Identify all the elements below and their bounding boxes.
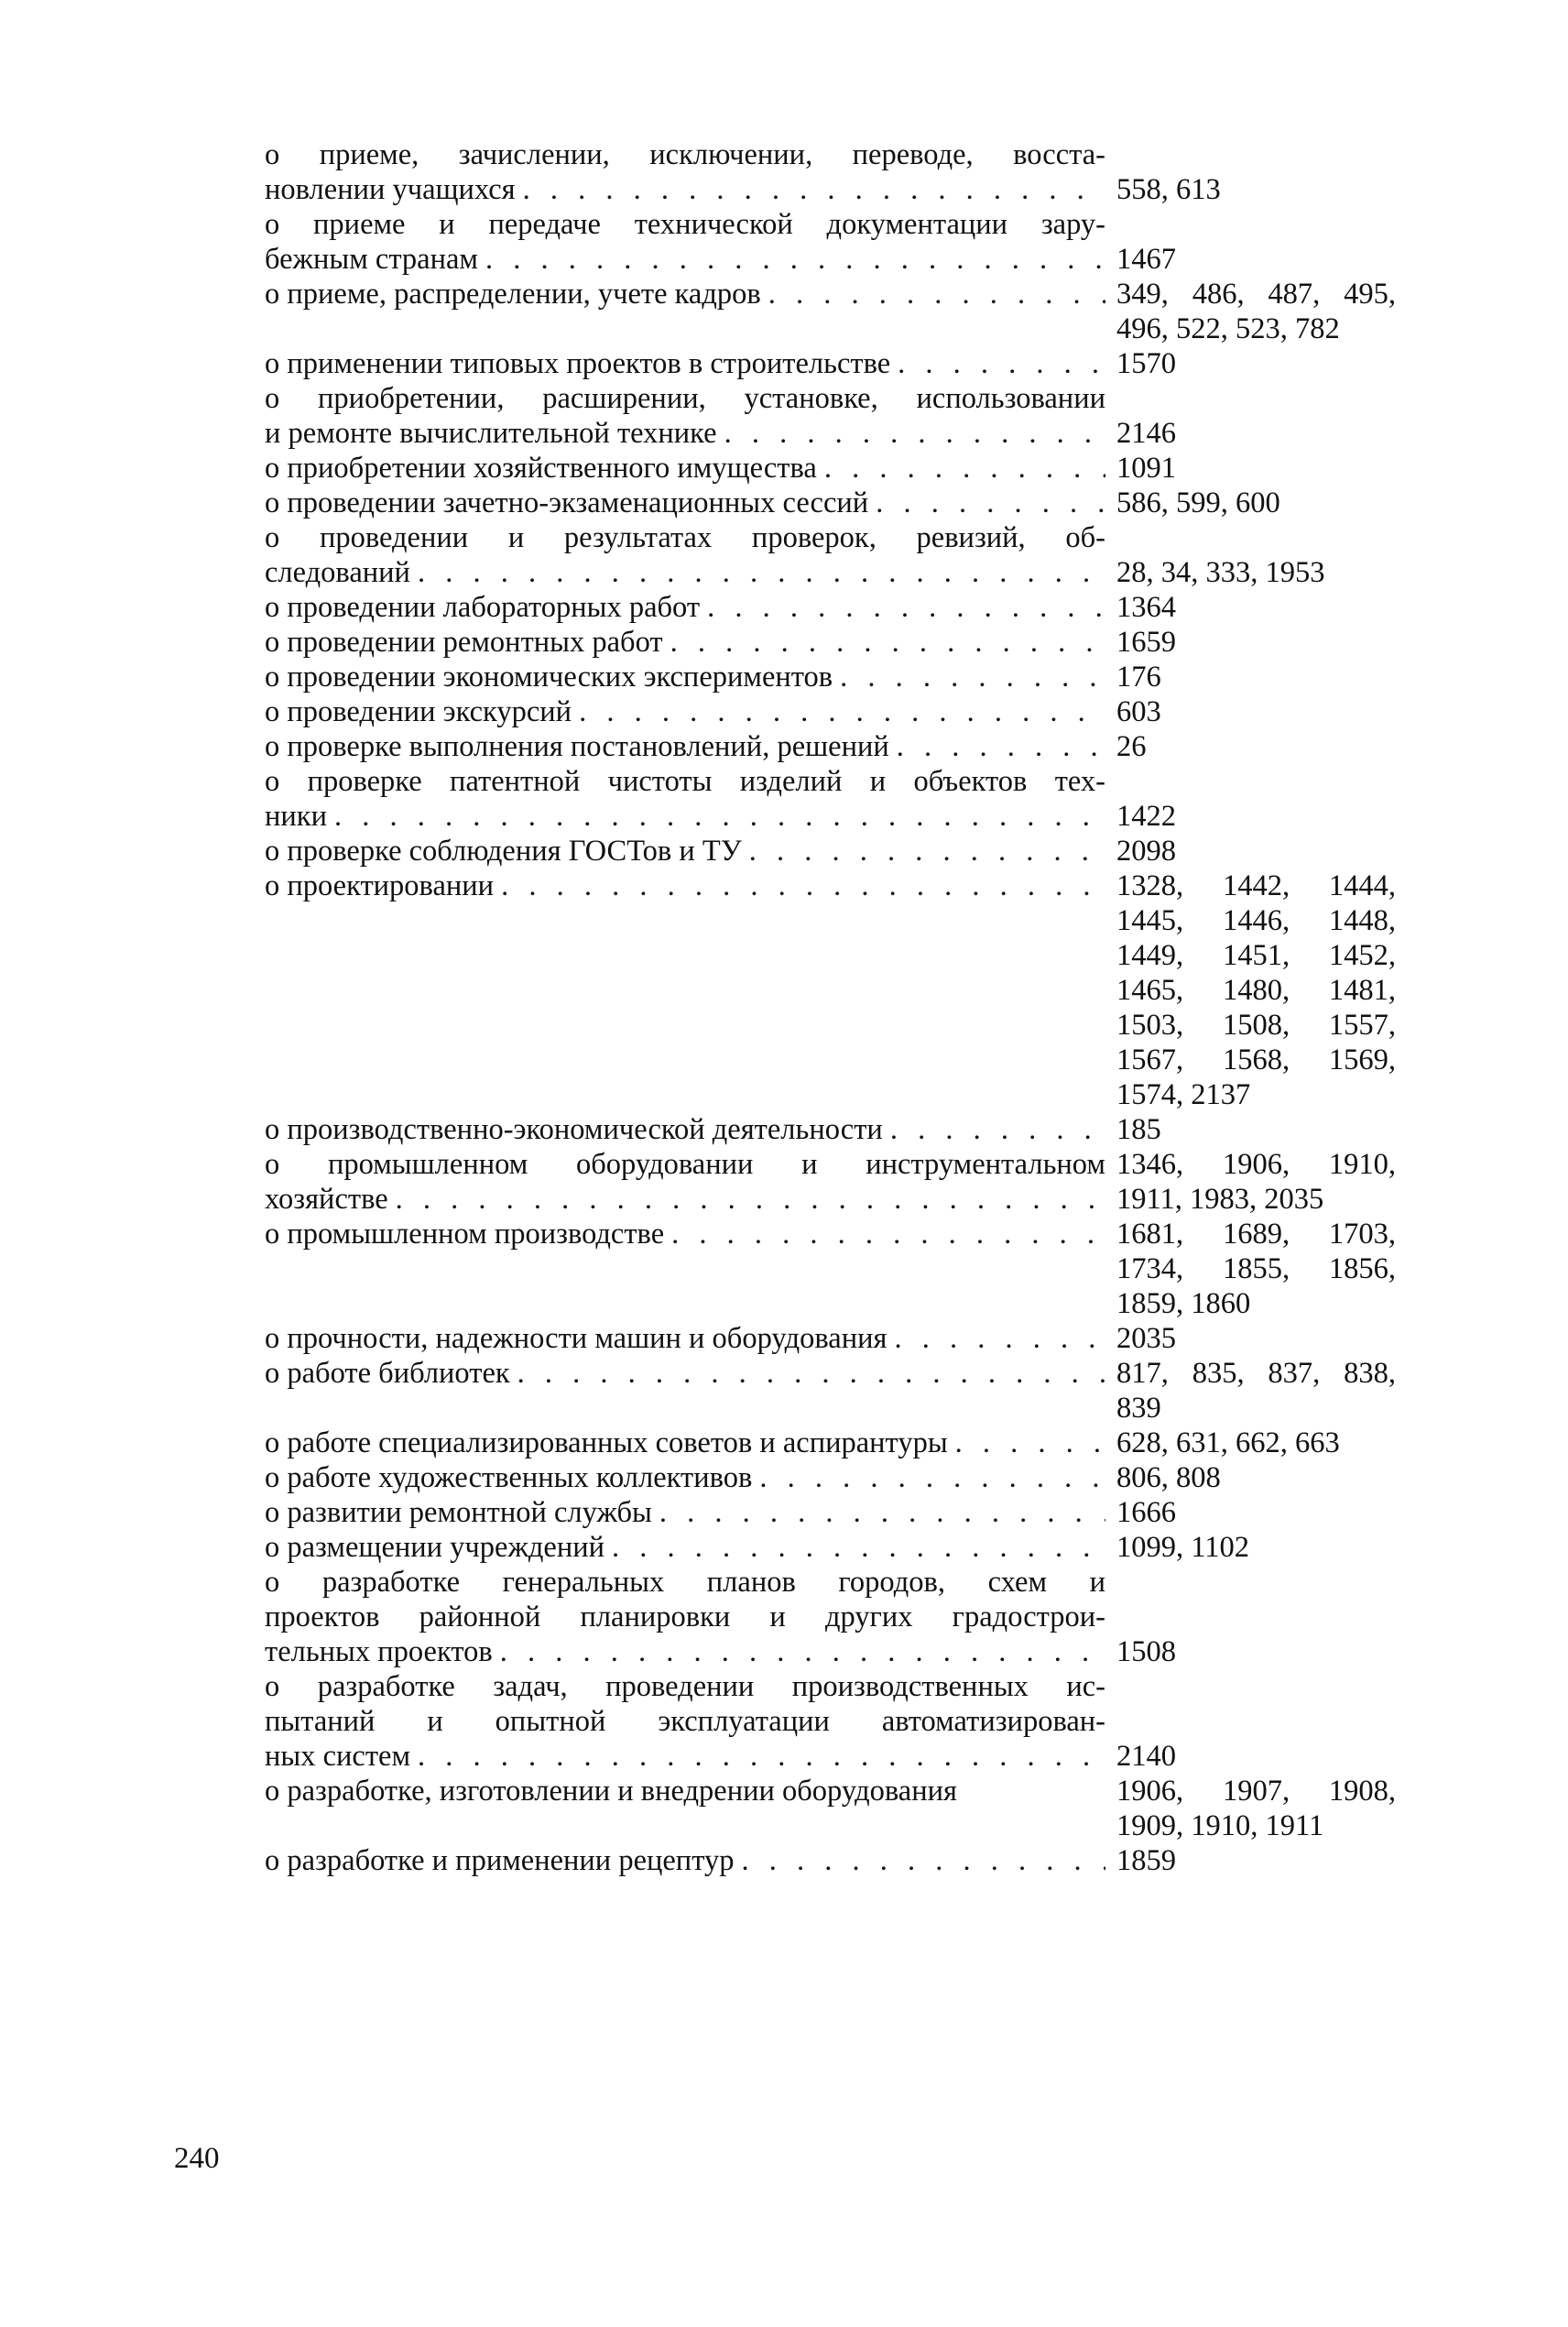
index-entry bbox=[265, 1460, 1400, 1495]
entry-term-text: о проверке выполнения постановлений, решений bbox=[265, 730, 889, 763]
entry-term-last-line bbox=[265, 1182, 1105, 1217]
entry-term bbox=[265, 729, 1105, 764]
entry-page-refs bbox=[1116, 277, 1400, 346]
entry-page-refs bbox=[1116, 451, 1400, 486]
entry-term bbox=[265, 1565, 1105, 1669]
entry-term bbox=[265, 1321, 1105, 1356]
entry-page-refs bbox=[1116, 416, 1400, 451]
dot-leader bbox=[840, 660, 1105, 694]
page-ref-line: 1909, 1910, 1911 bbox=[1116, 1809, 1324, 1842]
dot-leader bbox=[334, 799, 1105, 834]
index-entry bbox=[265, 1426, 1400, 1460]
index-entry bbox=[265, 764, 1400, 834]
entry-term-text: о проведении лабораторных работ bbox=[265, 591, 701, 624]
dot-leader bbox=[707, 590, 1105, 625]
entry-term-text: о размещении учреждений bbox=[265, 1531, 605, 1564]
page-ref-line: 1859 bbox=[1116, 1844, 1176, 1877]
entry-term-text: о проведении ремонтных работ bbox=[265, 626, 663, 659]
entry-term-last-line bbox=[265, 1321, 1105, 1356]
entry-term-last-line bbox=[265, 1460, 1105, 1495]
entry-term-text: о разработке, изготовлении и внедрении оборудования bbox=[265, 1775, 957, 1808]
entry-term-line: о приеме и передаче технической документации зару- bbox=[265, 208, 1105, 241]
entry-term bbox=[265, 207, 1105, 277]
entry-term bbox=[265, 869, 1105, 1112]
dot-leader bbox=[876, 486, 1105, 520]
index-entry bbox=[265, 346, 1400, 381]
entry-term-line: о проведении и результатах проверок, ревизий, об- bbox=[265, 521, 1105, 554]
index-entry bbox=[265, 277, 1400, 346]
page-ref-line: 496, 522, 523, 782 bbox=[1116, 312, 1340, 345]
index-entry bbox=[265, 137, 1400, 207]
page-ref-line: 1099, 1102 bbox=[1116, 1531, 1250, 1564]
index-entry bbox=[265, 381, 1400, 451]
entry-term-text: ных систем bbox=[265, 1740, 411, 1773]
entry-page-refs bbox=[1116, 1739, 1400, 1774]
index-entry bbox=[265, 451, 1400, 486]
entry-term-last-line bbox=[265, 694, 1105, 729]
entry-term-last-line bbox=[265, 729, 1105, 764]
entry-term-last-line bbox=[265, 555, 1105, 590]
page-ref-line: 1465, 1480, 1481, bbox=[1116, 974, 1396, 1007]
entry-term-line: о промышленном оборудовании и инструментальном bbox=[265, 1148, 1105, 1181]
dot-leader bbox=[500, 1634, 1105, 1669]
index-entry bbox=[265, 1147, 1400, 1217]
entry-term bbox=[265, 694, 1105, 729]
page-ref-line: 28, 34, 333, 1953 bbox=[1116, 556, 1325, 589]
entry-term-text: ники bbox=[265, 800, 327, 833]
entry-term-text: о работе художественных коллективов bbox=[265, 1461, 753, 1494]
entry-page-refs bbox=[1116, 1495, 1400, 1530]
dot-leader bbox=[898, 346, 1105, 381]
entry-term-last-line bbox=[265, 1356, 1105, 1391]
page-ref-line: 1467 bbox=[1116, 243, 1176, 276]
entry-term bbox=[265, 1426, 1105, 1460]
page-ref-line: 1328, 1442, 1444, bbox=[1116, 869, 1396, 902]
dot-leader bbox=[418, 555, 1105, 590]
index-entry bbox=[265, 625, 1400, 660]
entry-term bbox=[265, 277, 1105, 346]
page-ref-line: 176 bbox=[1116, 661, 1161, 694]
entry-term-last-line bbox=[265, 1843, 1105, 1878]
entry-page-refs bbox=[1116, 1634, 1400, 1669]
entry-term bbox=[265, 1495, 1105, 1530]
entry-term-last-line bbox=[265, 451, 1105, 486]
index-entry bbox=[265, 834, 1400, 869]
index-entry bbox=[265, 1774, 1400, 1843]
entry-page-refs bbox=[1116, 1843, 1400, 1878]
index-entry bbox=[265, 1112, 1400, 1147]
dot-leader bbox=[768, 277, 1105, 311]
entry-term-text: о производственно-экономической деятельности bbox=[265, 1113, 883, 1146]
dot-leader bbox=[890, 1112, 1105, 1147]
entry-term-last-line bbox=[265, 590, 1105, 625]
subject-index bbox=[265, 137, 1400, 1878]
entry-term-text: о приобретении хозяйственного имущества bbox=[265, 452, 817, 485]
entry-page-refs bbox=[1116, 799, 1400, 834]
entry-term-last-line bbox=[265, 1774, 1105, 1808]
entry-term-text: о проведении экономических экспериментов bbox=[265, 661, 833, 694]
page-ref-line: 558, 613 bbox=[1116, 173, 1221, 206]
entry-page-refs bbox=[1116, 1460, 1400, 1495]
page-ref-line: 1911, 1983, 2035 bbox=[1116, 1183, 1324, 1216]
entry-term bbox=[265, 1530, 1105, 1565]
entry-term-last-line bbox=[265, 1739, 1105, 1774]
entry-term-last-line bbox=[265, 1495, 1105, 1530]
entry-term bbox=[265, 625, 1105, 660]
page-ref-line: 1734, 1855, 1856, bbox=[1116, 1252, 1396, 1285]
page-ref-line: 1508 bbox=[1116, 1635, 1176, 1668]
entry-page-refs bbox=[1116, 1321, 1400, 1356]
entry-page-refs bbox=[1116, 172, 1400, 207]
dot-leader bbox=[741, 1843, 1105, 1878]
entry-page-refs bbox=[1116, 1356, 1400, 1426]
entry-term bbox=[265, 381, 1105, 451]
page-ref-line: 586, 599, 600 bbox=[1116, 486, 1280, 519]
entry-term-last-line bbox=[265, 625, 1105, 660]
entry-term-last-line bbox=[265, 799, 1105, 834]
index-entry bbox=[265, 1321, 1400, 1356]
index-entry bbox=[265, 660, 1400, 694]
page-ref-line: 2146 bbox=[1116, 417, 1176, 450]
page-ref-line: 2098 bbox=[1116, 835, 1176, 868]
entry-term-line: о проверке патентной чистоты изделий и объектов тех- bbox=[265, 765, 1105, 798]
page-ref-line: 806, 808 bbox=[1116, 1461, 1221, 1494]
dot-leader bbox=[897, 729, 1105, 764]
page-ref-line: 1570 bbox=[1116, 347, 1176, 380]
page-ref-line: 26 bbox=[1116, 730, 1147, 763]
dot-leader bbox=[670, 625, 1105, 660]
entry-page-refs bbox=[1116, 729, 1400, 764]
index-entry bbox=[265, 1356, 1400, 1426]
index-entry bbox=[265, 486, 1400, 520]
entry-page-refs bbox=[1116, 834, 1400, 869]
entry-term-line: о приобретении, расширении, установке, использовании bbox=[265, 382, 1105, 415]
entry-term bbox=[265, 1843, 1105, 1878]
page-ref-line: 2035 bbox=[1116, 1322, 1176, 1355]
index-entry bbox=[265, 694, 1400, 729]
dot-leader bbox=[396, 1182, 1105, 1217]
page-ref-line: 1659 bbox=[1116, 626, 1176, 659]
entry-term-last-line bbox=[265, 1530, 1105, 1565]
dot-leader bbox=[824, 451, 1105, 486]
dot-leader bbox=[759, 1460, 1105, 1495]
entry-term-line: пытаний и опытной эксплуатации автоматизирован- bbox=[265, 1705, 1105, 1738]
entry-term bbox=[265, 137, 1105, 207]
entry-term-text: о применении типовых проектов в строительстве bbox=[265, 347, 891, 380]
dot-leader bbox=[894, 1321, 1105, 1356]
index-entry bbox=[265, 869, 1400, 1112]
entry-term bbox=[265, 1460, 1105, 1495]
entry-term-line: о приеме, зачислении, исключении, переводе, восста- bbox=[265, 138, 1105, 171]
dot-leader bbox=[659, 1495, 1105, 1530]
entry-term bbox=[265, 1774, 1105, 1843]
index-entry bbox=[265, 1530, 1400, 1565]
entry-term bbox=[265, 486, 1105, 520]
page-ref-line: 839 bbox=[1116, 1392, 1161, 1425]
dot-leader bbox=[579, 694, 1105, 729]
page-ref-line: 1091 bbox=[1116, 452, 1176, 485]
page-ref-line: 1346, 1906, 1910, bbox=[1116, 1148, 1396, 1181]
entry-term-last-line bbox=[265, 1634, 1105, 1669]
page-ref-line: 1449, 1451, 1452, bbox=[1116, 939, 1396, 972]
entry-page-refs bbox=[1116, 590, 1400, 625]
page-number: 240 bbox=[174, 2142, 220, 2175]
entry-term bbox=[265, 346, 1105, 381]
entry-page-refs bbox=[1116, 1530, 1400, 1565]
entry-term-last-line bbox=[265, 869, 1105, 903]
dot-leader bbox=[612, 1530, 1105, 1565]
entry-term-last-line bbox=[265, 1112, 1105, 1147]
entry-term-text: о проведении зачетно-экзаменационных сессий bbox=[265, 486, 869, 519]
entry-term bbox=[265, 660, 1105, 694]
entry-page-refs bbox=[1116, 346, 1400, 381]
dot-leader bbox=[418, 1739, 1105, 1774]
dot-leader bbox=[749, 834, 1105, 869]
page-ref-line: 2140 bbox=[1116, 1740, 1176, 1773]
entry-term-line: о разработке задач, проведении производственных ис- bbox=[265, 1670, 1105, 1703]
entry-page-refs bbox=[1116, 625, 1400, 660]
entry-term bbox=[265, 451, 1105, 486]
page-ref-line: 1422 bbox=[1116, 800, 1176, 833]
entry-term-text: о проектировании bbox=[265, 869, 495, 902]
entry-term-text: хозяйстве bbox=[265, 1183, 388, 1216]
page-ref-line: 349, 486, 487, 495, bbox=[1116, 278, 1396, 311]
index-entry bbox=[265, 1843, 1400, 1878]
entry-page-refs bbox=[1116, 486, 1400, 520]
entry-term-text: тельных проектов bbox=[265, 1635, 493, 1668]
index-entry bbox=[265, 1217, 1400, 1321]
dot-leader bbox=[517, 1356, 1105, 1391]
entry-term-text: о работе специализированных советов и аспирантуры bbox=[265, 1426, 948, 1459]
page-ref-line: 1445, 1446, 1448, bbox=[1116, 904, 1396, 937]
page-ref-line: 1681, 1689, 1703, bbox=[1116, 1218, 1396, 1251]
entry-page-refs bbox=[1116, 242, 1400, 277]
entry-term-text: о промышленном производстве bbox=[265, 1218, 665, 1251]
entry-term-text: о проверке соблюдения ГОСТов и ТУ bbox=[265, 835, 742, 868]
entry-term-last-line bbox=[265, 346, 1105, 381]
entry-term-text: новлении учащихся bbox=[265, 173, 516, 206]
page-ref-line: 1574, 2137 bbox=[1116, 1078, 1251, 1111]
entry-page-refs bbox=[1116, 660, 1400, 694]
entry-page-refs bbox=[1116, 694, 1400, 729]
entry-term-last-line bbox=[265, 277, 1105, 311]
entry-term-last-line bbox=[265, 416, 1105, 451]
page-ref-line: 1364 bbox=[1116, 591, 1176, 624]
entry-term bbox=[265, 764, 1105, 834]
page-ref-line: 1567, 1568, 1569, bbox=[1116, 1043, 1396, 1076]
dot-leader bbox=[501, 869, 1105, 903]
entry-term-text: и ремонте вычислительной технике bbox=[265, 417, 717, 450]
entry-term-text: следований bbox=[265, 556, 410, 589]
index-entry bbox=[265, 207, 1400, 277]
entry-page-refs bbox=[1116, 1426, 1400, 1460]
dot-leader bbox=[523, 172, 1105, 207]
entry-term bbox=[265, 1147, 1105, 1217]
entry-page-refs bbox=[1116, 1217, 1400, 1321]
entry-term bbox=[265, 834, 1105, 869]
entry-term-last-line bbox=[265, 1217, 1105, 1251]
entry-term-last-line bbox=[265, 834, 1105, 869]
entry-term bbox=[265, 590, 1105, 625]
dot-leader bbox=[671, 1217, 1105, 1251]
entry-page-refs bbox=[1116, 1112, 1400, 1147]
entry-term-last-line bbox=[265, 242, 1105, 277]
entry-term bbox=[265, 1217, 1105, 1321]
dot-leader bbox=[955, 1426, 1105, 1460]
index-entry bbox=[265, 1669, 1400, 1774]
entry-term-line: о разработке генеральных планов городов, схем и bbox=[265, 1566, 1105, 1599]
dot-leader bbox=[724, 416, 1105, 451]
entry-term-line: проектов районной планировки и других градострои- bbox=[265, 1600, 1105, 1633]
entry-term-text: о приеме, распределении, учете кадров bbox=[265, 278, 761, 311]
entry-term-text: бежным странам bbox=[265, 243, 478, 276]
dot-leader bbox=[485, 242, 1105, 277]
entry-page-refs bbox=[1116, 1147, 1400, 1217]
entry-term-text: о проведении экскурсий bbox=[265, 695, 572, 728]
entry-page-refs bbox=[1116, 555, 1400, 590]
entry-page-refs bbox=[1116, 1774, 1400, 1843]
index-entry bbox=[265, 729, 1400, 764]
entry-term-text: о развитии ремонтной службы bbox=[265, 1496, 652, 1529]
entry-term-last-line bbox=[265, 486, 1105, 520]
entry-term-text: о работе библиотек bbox=[265, 1357, 510, 1390]
page-ref-line: 185 bbox=[1116, 1113, 1161, 1146]
index-entry bbox=[265, 520, 1400, 590]
entry-page-refs bbox=[1116, 869, 1400, 1112]
entry-term-last-line bbox=[265, 172, 1105, 207]
entry-term-last-line bbox=[265, 1426, 1105, 1460]
entry-term bbox=[265, 1112, 1105, 1147]
page-ref-line: 628, 631, 662, 663 bbox=[1116, 1426, 1340, 1459]
entry-term bbox=[265, 520, 1105, 590]
page-ref-line: 603 bbox=[1116, 695, 1161, 728]
entry-term bbox=[265, 1669, 1105, 1774]
page-ref-line: 1859, 1860 bbox=[1116, 1287, 1251, 1320]
index-entry bbox=[265, 1565, 1400, 1669]
page-ref-line: 817, 835, 837, 838, bbox=[1116, 1357, 1396, 1390]
entry-term-text: о разработке и применении рецептур bbox=[265, 1844, 735, 1877]
entry-term-last-line bbox=[265, 660, 1105, 694]
page-ref-line: 1503, 1508, 1557, bbox=[1116, 1009, 1396, 1042]
index-entry bbox=[265, 590, 1400, 625]
page-ref-line: 1906, 1907, 1908, bbox=[1116, 1775, 1396, 1808]
page-ref-line: 1666 bbox=[1116, 1496, 1176, 1529]
entry-term bbox=[265, 1356, 1105, 1426]
index-entry bbox=[265, 1495, 1400, 1530]
entry-term-text: о прочности, надежности машин и оборудования bbox=[265, 1322, 887, 1355]
